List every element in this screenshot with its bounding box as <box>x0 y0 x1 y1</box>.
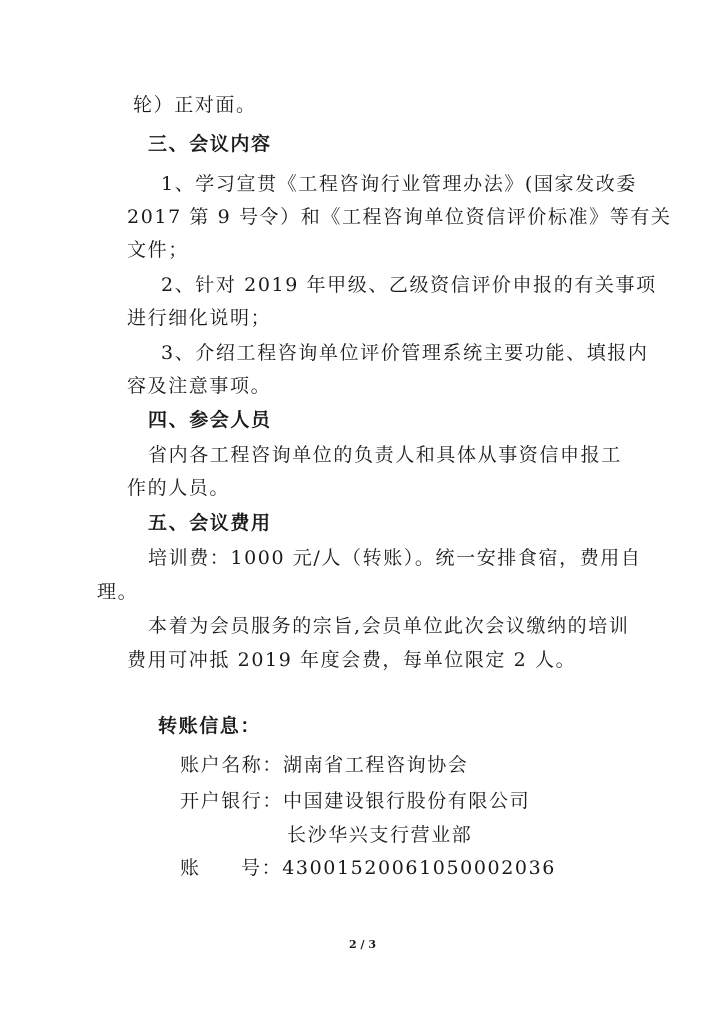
member-line-2: 费用可冲抵 2019 年度会费，每单位限定 2 人。 <box>127 649 577 671</box>
line-continuation: 轮）正对面。 <box>133 94 257 116</box>
bank-row: 开户银行：中国建设银行股份有限公司 <box>180 790 531 812</box>
section-heading-5: 五、会议费用 <box>148 512 272 534</box>
item-3-line-2: 容及注意事项。 <box>127 375 272 397</box>
account-name-row: 账户名称：湖南省工程咨询协会 <box>180 754 469 776</box>
item-2-line-2: 进行细化说明； <box>127 307 272 329</box>
fee-line-1: 培训费：1000 元/人（转账）。统一安排食宿，费用自 <box>148 547 642 569</box>
account-number-value: 号：4300152006105000203​6 <box>241 857 556 879</box>
item-1-line-1: 1、学习宣贯《工程咨询行业管理办法》(国家发改委 <box>161 173 637 195</box>
attendees-line-2: 作的人员。 <box>127 477 231 499</box>
section-heading-3: 三、会议内容 <box>148 133 272 155</box>
transfer-heading: 转账信息： <box>158 715 262 737</box>
attendees-line-1: 省内各工程咨询单位的负责人和具体从事资信申报工 <box>148 444 622 466</box>
item-1-line-3: 文件； <box>127 239 189 261</box>
account-number-label: 账 <box>180 857 201 879</box>
item-3-line-1: 3、介绍工程咨询单位评价管理系统主要功能、填报内 <box>161 342 649 364</box>
item-2-line-1: 2、针对 2019 年甲级、乙级资信评价申报的有关事项 <box>161 274 657 296</box>
member-line-1: 本着为会员服务的宗旨,会员单位此次会议缴纳的培训 <box>148 615 630 637</box>
item-1-line-2: 2017 第 9 号令）和《工程咨询单位资信评价标准》等有关 <box>127 206 672 228</box>
bank-branch-row: 长沙华兴支行营业部 <box>287 824 473 846</box>
section-heading-4: 四、参会人员 <box>148 409 272 431</box>
page-number: 2 / 3 <box>349 938 376 951</box>
fee-line-2: 理。 <box>97 581 139 603</box>
